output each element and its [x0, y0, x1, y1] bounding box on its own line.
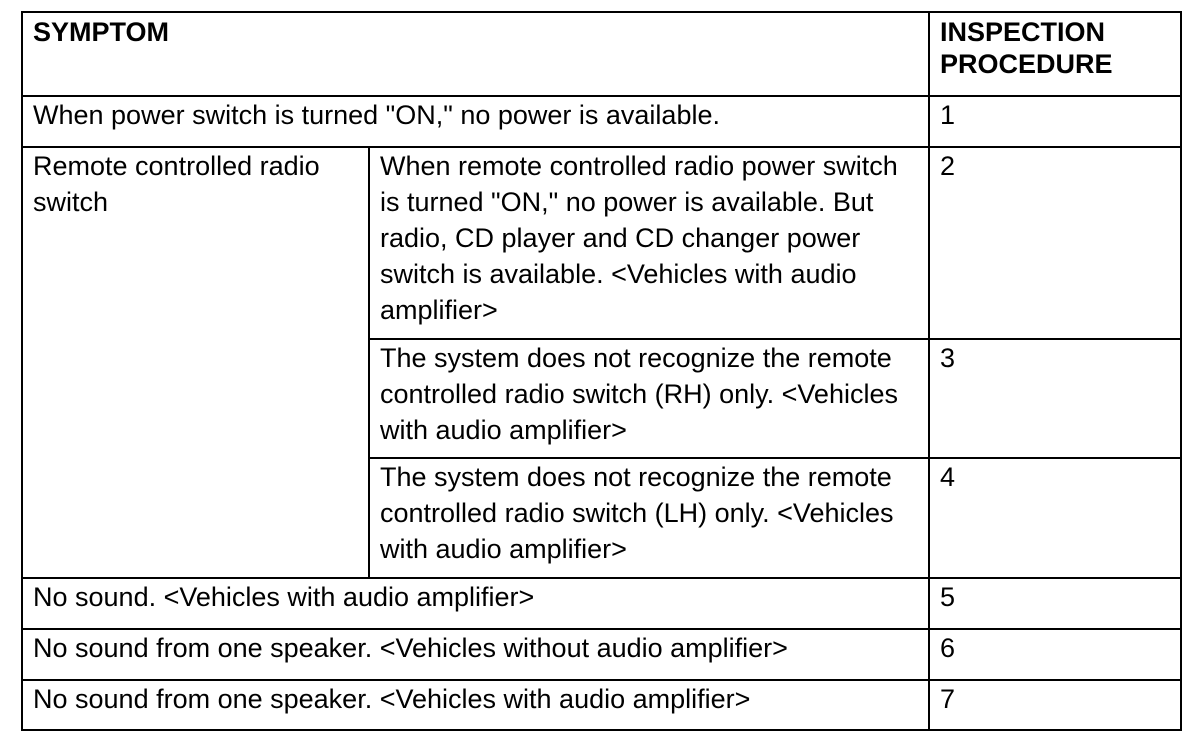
symptom-cell: When remote controlled radio power switch is turned "ON," no power is available. But radio, CD player and CD changer power switch is available. <Vehicles with audio amplifier> [369, 147, 929, 339]
header-inspection-procedure-line2: PROCEDURE [940, 49, 1113, 79]
symptom-table [21, 11, 1182, 731]
procedure-cell: 5 [929, 578, 1181, 629]
procedure-cell: 1 [929, 96, 1181, 147]
procedure-cell: 3 [929, 339, 1181, 458]
table-row [22, 680, 1181, 730]
header-inspection-procedure-line1: INSPECTION [940, 17, 1106, 47]
procedure-cell: 4 [929, 458, 1181, 578]
symptom-cell: No sound. <Vehicles with audio amplifier> [22, 578, 929, 629]
header-symptom: SYMPTOM [22, 12, 929, 96]
table-row [22, 147, 1181, 339]
table-header-row [22, 12, 1181, 96]
header-inspection-procedure [929, 12, 1181, 96]
symptom-cell: The system does not recognize the remote controlled radio switch (RH) only. <Vehicles with audio amplifier> [369, 339, 929, 458]
table-row [22, 629, 1181, 680]
table-row [22, 96, 1181, 147]
symptom-cell: No sound from one speaker. <Vehicles without audio amplifier> [22, 629, 929, 680]
procedure-cell: 6 [929, 629, 1181, 680]
symptom-cell: The system does not recognize the remote controlled radio switch (LH) only. <Vehicles with audio amplifier> [369, 458, 929, 578]
symptom-cell: When power switch is turned "ON," no power is available. [22, 96, 929, 147]
symptom-group-cell: Remote controlled radio switch [22, 147, 369, 578]
symptom-cell: No sound from one speaker. <Vehicles with audio amplifier> [22, 680, 929, 730]
table-row [22, 578, 1181, 629]
procedure-cell: 7 [929, 680, 1181, 730]
procedure-cell: 2 [929, 147, 1181, 339]
